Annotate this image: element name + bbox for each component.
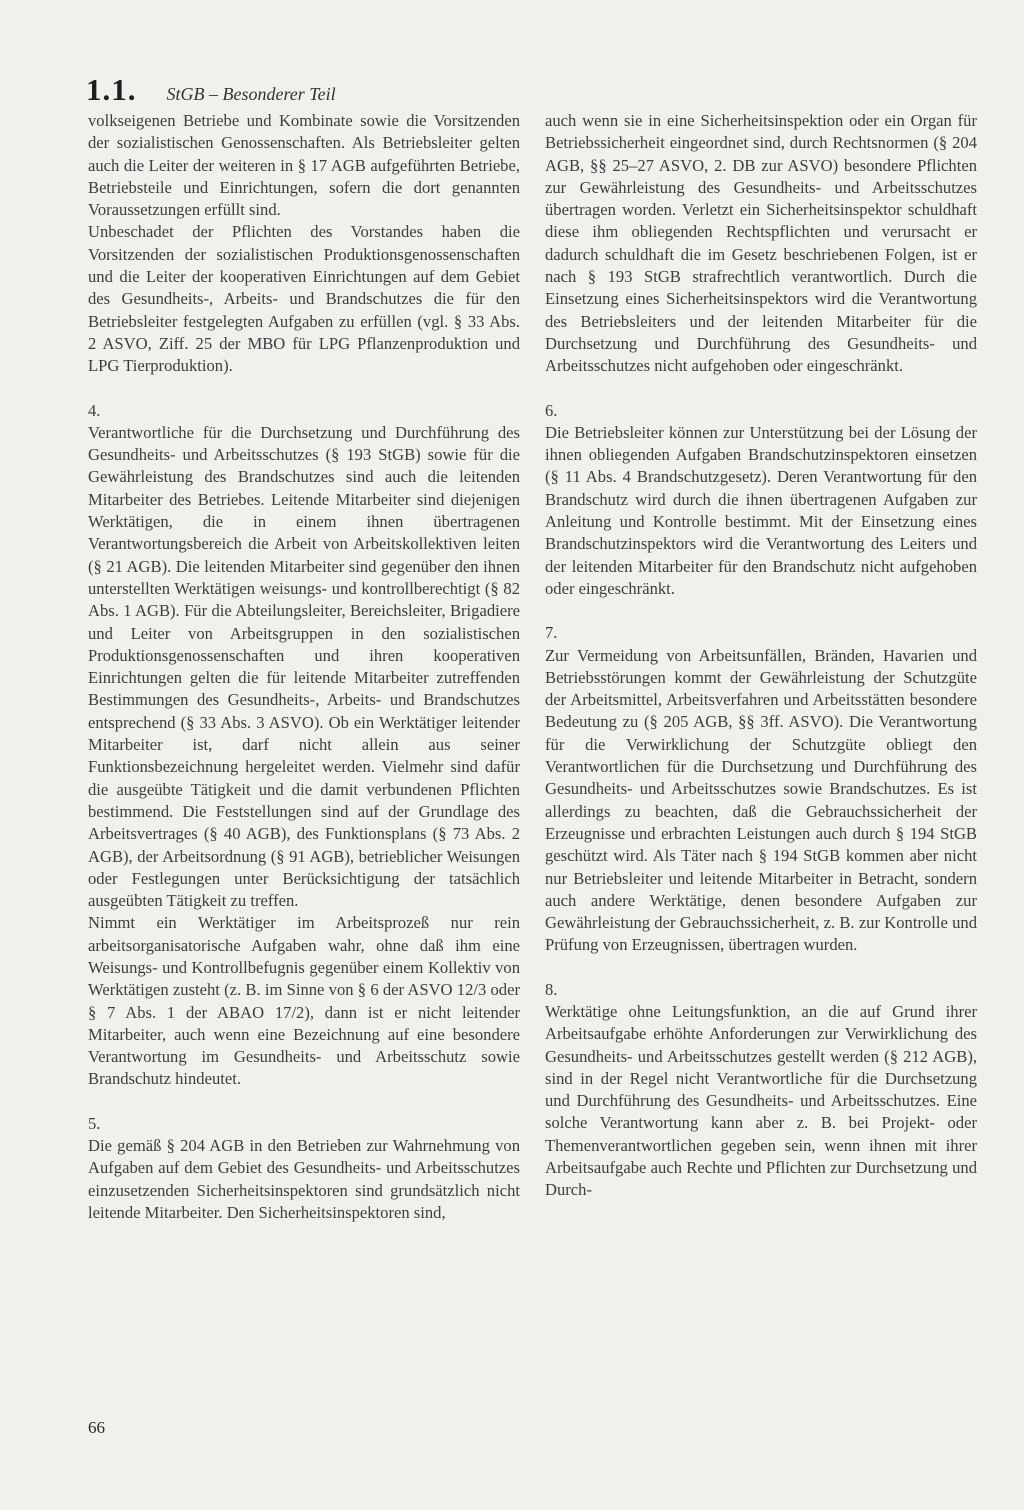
- page-number: 66: [88, 1418, 105, 1437]
- paragraph: Nimmt ein Werktätiger im Arbeitsprozeß nur rein arbeitsorganisatorische Aufgaben wahr, ohne daß ihm eine Weisungs- und Kontrollbefugnis gegenüber einem Kollektiv von Werktätigen zusteht (z. B. im Sinne von § 6 der ASVO 12/3 oder § 7 Abs. 1 der ABAO 17/2), dann ist er nicht leitender Mitarbeiter, auch wenn eine Bezeichnung auf eine besondere Verantwortung im Gesundheits- und Arbeitsschutz sowie Brandschutz hindeutet.: [88, 913, 520, 1089]
- paragraph-number: 6.: [545, 400, 558, 420]
- paragraph: Unbeschadet der Pflichten des Vorstandes haben die Vorsitzenden der sozialistischen Produktionsgenossenschaften und die Leiter der kooperativen Einrichtungen auf dem Gebiet des Gesundheits-, Arbeits- und Brandschutzes die für den Betriebsleiter festgelegten Aufgaben zu erfüllen (vgl. § 33 Abs. 2 ASVO, Ziff. 25 der MBO für LPG Pflanzenproduktion und LPG Tierproduktion).: [88, 222, 520, 376]
- paragraph: Die Betriebsleiter können zur Unterstützung bei der Lösung der ihnen obliegenden Aufgaben Brandschutzinspektoren einsetzen (§ 11 Abs. 4 Brandschutzgesetz). Deren Verantwortung für den Brandschutz wird durch die ihnen übertragenen Aufgaben zur Anleitung und Kontrolle bestimmt. Mit der Einsetzung eines Brandschutzinspektors wird die Verantwortung des Leiters und der leitenden Mitarbeiter für den Brandschutz nicht aufgehoben oder eingeschränkt.: [545, 422, 977, 598]
- paragraph-number: 5.: [88, 1113, 101, 1133]
- right-column: [545, 110, 977, 1202]
- paragraph: Werktätige ohne Leitungsfunktion, an die auf Grund ihrer Arbeitsaufgabe erhöhte Anforderungen zur Verwirklichung des Gesundheits- und Arbeitsschutzes gestellt werden (§ 212 AGB), sind in der Regel nicht Verantwortliche für die Durchsetzung und Durchführung des Gesundheits- und Arbeitsschutzes. Eine solche Verantwortung kann aber z. B. bei Projekt- oder Themenverantwortlichen gegeben sein, wenn ihnen mit ihrer Arbeitsaufgabe auch Rechte und Pflichten zur Durchsetzung und Durch-: [545, 1001, 977, 1200]
- section-number: 1.1.: [86, 72, 137, 107]
- running-header: [86, 72, 336, 108]
- paragraph-number: 8.: [545, 979, 558, 999]
- section-title: StGB – Besonderer Teil: [166, 84, 336, 104]
- left-column: [88, 110, 520, 1224]
- paragraph: Verantwortliche für die Durchsetzung und Durchführung des Gesundheits- und Arbeitsschutzes (§ 193 StGB) sowie für die Gewährleistung des Brandschutzes sind auch die leitenden Mitarbeiter des Betriebes. Leitende Mitarbeiter sind diejenigen Werktätigen, die in einem ihnen übertragenen Verantwortungsbereich die Arbeit von Arbeitskollektiven leiten (§ 21 AGB). Die leitenden Mitarbeiter sind gegenüber den ihnen unterstellten Werktätigen weisungs- und kontrollberechtigt (§ 82 Abs. 1 AGB). Für die Abteilungsleiter, Bereichsleiter, Brigadiere und Leiter von Arbeitsgruppen in den sozialistischen Produktionsgenossenschaften und ihren kooperativen Einrichtungen gelten die für leitende Mitarbeiter zutreffenden Bestimmungen des Gesundheits-, Arbeits- und Brandschutzes entsprechend (§ 33 Abs. 3 ASVO). Ob ein Werktätiger leitender Mitarbeiter ist, darf nicht allein aus seiner Funktionsbezeichnung hergeleitet werden. Vielmehr sind dafür die ausgeübte Tätigkeit und die damit verbundenen Pflichten bestimmend. Die Feststellungen sind auf der Grundlage des Arbeitsvertrages (§ 40 AGB), des Funktionsplans (§ 73 Abs. 2 AGB), der Arbeitsordnung (§ 91 AGB), betrieblicher Weisungen oder Festlegungen unter Berücksichtigung der tatsächlich ausgeübten Tätigkeit zu treffen.: [88, 422, 520, 911]
- paragraph-number: 4.: [88, 400, 101, 420]
- paragraph-number: 7.: [545, 623, 558, 643]
- paragraph: auch wenn sie in eine Sicherheitsinspektion oder ein Organ für Betriebssicherheit eingeordnet sind, durch Rechtsnormen (§ 204 AGB, §§ 25–27 ASVO, 2. DB zur ASVO) besondere Pflichten zur Gewährleistung des Gesundheits- und Arbeitsschutzes übertragen worden. Verletzt ein Sicherheitsinspektor schuldhaft diese ihm obliegenden Rechtspflichten und verursacht er dadurch schuldhaft die im Gesetz beschriebenen Folgen, ist er nach § 193 StGB strafrechtlich verantwortlich. Durch die Einsetzung eines Sicherheitsinspektors wird die Verantwortung des Betriebsleiters und der leitenden Mitarbeiter für die Durchsetzung und Durchführung des Gesundheits- und Arbeitsschutzes nicht aufgehoben oder eingeschränkt.: [545, 111, 977, 376]
- paragraph: volkseigenen Betriebe und Kombinate sowie die Vorsitzenden der sozialistischen Genossenschaften. Als Betriebsleiter gelten auch die Leiter der weiteren in § 17 AGB aufgeführten Betriebe, Betriebsteile und Einrichtungen, sofern die dort genannten Voraussetzungen erfüllt sind.: [88, 111, 520, 220]
- paragraph: Die gemäß § 204 AGB in den Betrieben zur Wahrnehmung von Aufgaben auf dem Gebiet des Gesundheits- und Arbeitsschutzes einzusetzenden Sicherheitsinspektoren sind grundsätzlich nicht leitende Mitarbeiter. Den Sicherheitsinspektoren sind,: [88, 1136, 520, 1222]
- paragraph: Zur Vermeidung von Arbeitsunfällen, Bränden, Havarien und Betriebsstörungen kommt der Gewährleistung der Schutzgüte der Arbeitsmittel, Arbeitsverfahren und Arbeitsstätten besondere Bedeutung zu (§ 205 AGB, §§ 3ff. ASVO). Die Verantwortung für die Verwirklichung der Schutzgüte obliegt den Verantwortlichen für die Durchsetzung und Durchführung des Gesundheits- und Arbeitsschutzes sowie Brandschutzes. Es ist allerdings zu beachten, daß die Gebrauchssicherheit der Erzeugnisse und erbrachten Leistungen auch durch § 194 StGB geschützt wird. Als Täter nach § 194 StGB kommen aber nicht nur Betriebsleiter und leitende Mitarbeiter in Betracht, sondern auch andere Werktätige, denen besondere Aufgaben zur Gewährleistung der Gebrauchssicherheit, z. B. zur Kontrolle und Prüfung von Erzeugnissen, übertragen wurden.: [545, 645, 977, 955]
